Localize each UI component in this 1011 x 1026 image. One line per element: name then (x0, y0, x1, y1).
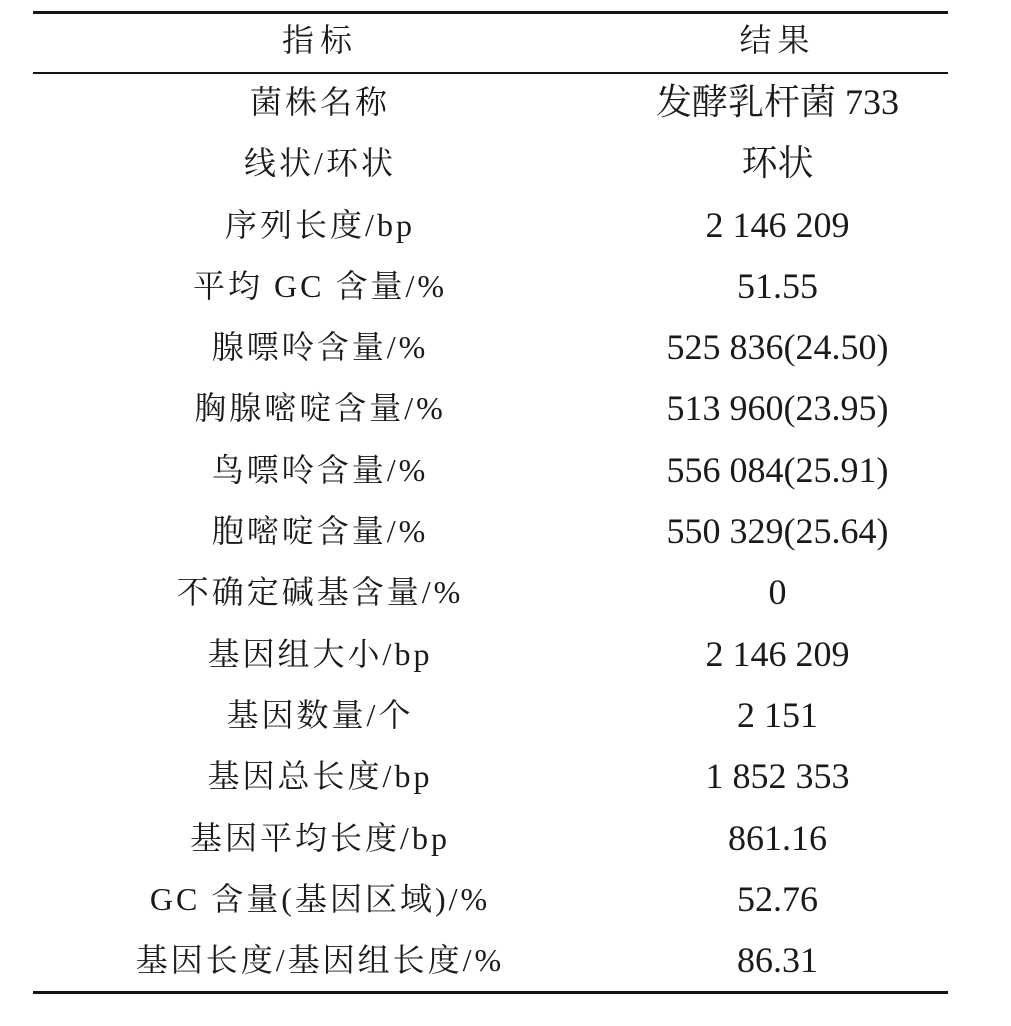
indicator-cell: 胸腺嘧啶含量/% (194, 390, 446, 427)
table-row (33, 133, 948, 194)
table-row (33, 808, 948, 869)
table-row (33, 685, 948, 746)
indicator-cell: 基因组大小/bp (207, 635, 433, 672)
header-result: 结果 (739, 22, 816, 58)
table-row (33, 624, 948, 685)
table-body (33, 72, 948, 991)
indicator-cell: 菌株名称 (249, 84, 390, 120)
result-cell: 52.76 (737, 878, 818, 919)
header-indicator: 指标 (281, 22, 358, 58)
indicator-cell: 鸟嘌呤含量/% (211, 451, 429, 488)
table-row (33, 317, 948, 378)
table-row (33, 930, 948, 991)
table-bottom-rule (33, 991, 948, 994)
result-cell: 513 960(23.95) (666, 388, 889, 429)
table-row (33, 256, 948, 317)
indicator-cell: 基因长度/基因组长度/% (135, 942, 505, 979)
table-row (33, 562, 948, 623)
indicator-cell: 基因数量/个 (226, 696, 414, 733)
result-cell: 86.31 (737, 940, 818, 981)
result-cell: 556 084(25.91) (666, 449, 889, 490)
indicator-cell: 基因平均长度/bp (190, 819, 450, 856)
result-cell: 发酵乳杆菌 733 (655, 82, 899, 122)
table-row (33, 195, 948, 256)
indicator-cell: 腺嘌呤含量/% (211, 329, 429, 366)
table-row (33, 440, 948, 501)
table-row (33, 378, 948, 439)
indicator-cell: 线状/环状 (244, 145, 396, 182)
genome-stats-table (33, 11, 948, 996)
result-cell: 2 151 (737, 694, 818, 735)
result-cell: 1 852 353 (705, 756, 850, 797)
table-row (33, 501, 948, 562)
result-cell: 861.16 (728, 817, 827, 858)
indicator-cell: 平均 GC 含量/% (192, 267, 447, 304)
result-cell: 环状 (741, 143, 814, 184)
indicator-cell: 序列长度/bp (225, 206, 415, 243)
result-cell: 2 146 209 (705, 204, 850, 245)
indicator-cell: 胞嘧啶含量/% (211, 513, 429, 550)
result-cell: 2 146 209 (705, 633, 850, 674)
table-row (33, 72, 948, 133)
indicator-cell: 基因总长度/bp (207, 758, 433, 795)
table-row (33, 869, 948, 930)
table-row (33, 746, 948, 807)
result-cell: 550 329(25.64) (666, 511, 889, 552)
indicator-cell: GC 含量(基因区域)/% (149, 880, 491, 917)
table-header-row (33, 11, 948, 69)
indicator-cell: 不确定碱基含量/% (176, 574, 464, 611)
result-cell: 525 836(24.50) (666, 327, 889, 368)
result-cell: 0 (768, 572, 787, 613)
result-cell: 51.55 (737, 265, 818, 306)
